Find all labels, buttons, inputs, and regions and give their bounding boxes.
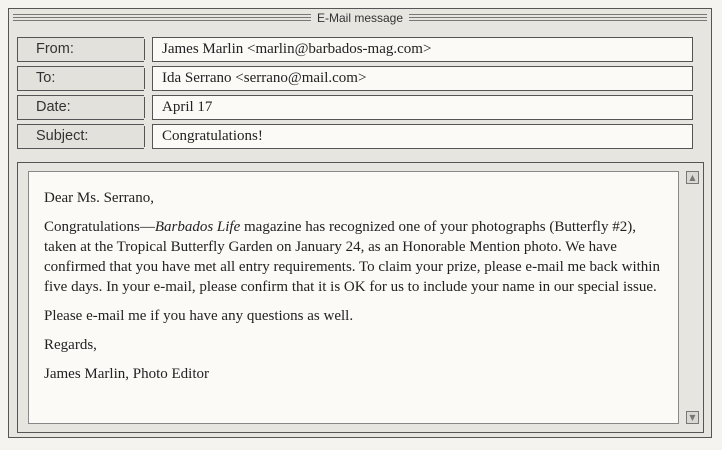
divider — [144, 39, 145, 60]
vertical-scrollbar[interactable] — [686, 171, 699, 424]
date-field[interactable]: April 17 — [152, 95, 693, 120]
p1-rest: magazine has recognized one of your photographs (Butterfly #2), taken at the Tropical Butterfly Garden on January 24, as an Honorable Mention photo. We have confirmed that you have met all entry requirements. To claim your prize, please e-mail me back within five days. In your e-mail, please confirm that it is OK for us to include your name in our special issue. — [44, 219, 660, 295]
p1-start: Congratulations— — [44, 219, 155, 235]
date-row — [17, 95, 705, 120]
paragraph-2: Please e-mail me if you have any questions as well. — [44, 308, 354, 324]
greeting: Dear Ms. Serrano, — [44, 190, 154, 206]
subject-label: Subject: — [17, 124, 144, 149]
to-field[interactable]: Ida Serrano <serrano@mail.com> — [152, 66, 693, 91]
from-label: From: — [17, 37, 144, 62]
to-label: To: — [17, 66, 144, 91]
magazine-name: Barbados Life — [154, 219, 241, 235]
from-field[interactable]: James Marlin <marlin@barbados-mag.com> — [152, 37, 693, 62]
divider — [144, 68, 145, 89]
subject-field[interactable]: Congratulations! — [152, 124, 693, 149]
title-stripes-right — [409, 14, 707, 23]
window-title: E-Mail message — [316, 11, 404, 25]
divider — [144, 126, 145, 147]
title-stripes-left — [13, 14, 311, 23]
closing: Regards, — [44, 337, 97, 353]
from-row — [17, 37, 705, 62]
message-body-frame — [17, 162, 704, 433]
email-window — [8, 8, 712, 438]
date-label: Date: — [17, 95, 144, 120]
message-body[interactable] — [28, 171, 679, 424]
subject-row — [17, 124, 705, 149]
to-row — [17, 66, 705, 91]
title-bar — [9, 9, 711, 27]
scroll-up-icon[interactable]: ▲ — [686, 171, 699, 184]
paragraph-1 — [44, 217, 660, 297]
signature: James Marlin, Photo Editor — [44, 366, 209, 382]
divider — [144, 97, 145, 118]
scroll-down-icon[interactable]: ▼ — [686, 411, 699, 424]
